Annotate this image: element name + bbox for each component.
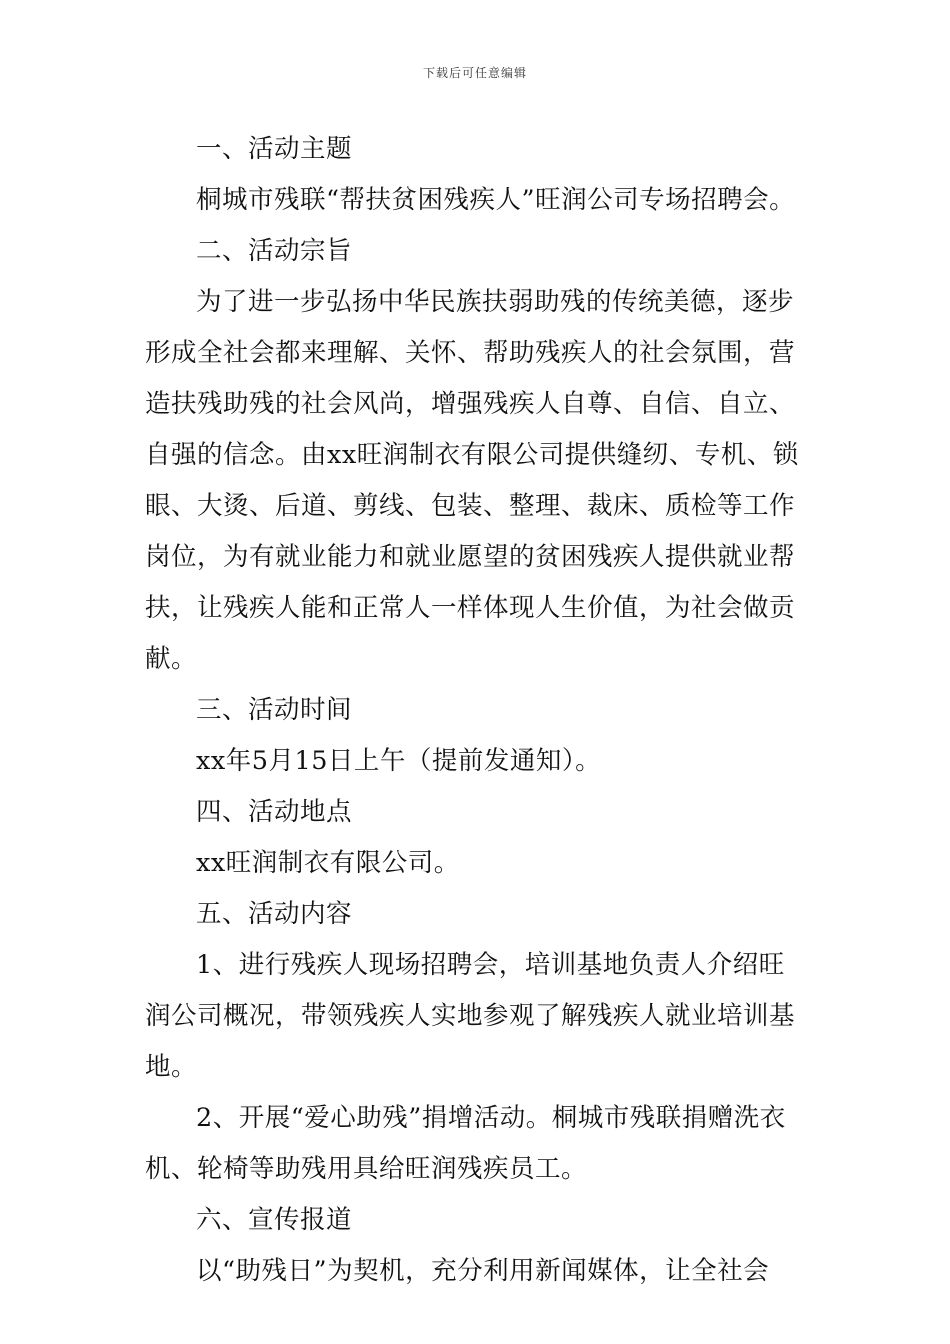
section-heading-content: 五、活动内容 xyxy=(196,899,353,929)
page-header-note: 下载后可任意编辑 xyxy=(422,66,527,80)
paragraph-theme: 桐城市残联“帮扶贫困残疾人”旺润公司专场招聘会。 xyxy=(196,185,796,215)
document-body xyxy=(145,124,810,1297)
paragraph-content-item-1: 1、进行残疾人现场招聘会，培训基地负责人介绍旺润公司概况，带领残疾人实地参观了解残疾人就业培训基地。 xyxy=(145,950,796,1082)
section-heading-time: 三、活动时间 xyxy=(196,695,353,725)
section-heading-publicity: 六、宣传报道 xyxy=(196,1205,353,1235)
paragraph-content-item-2: 2、开展“爱心助残”捐增活动。桐城市残联捐赠洗衣机、轮椅等助残用具给旺润残疾员工。 xyxy=(145,1103,786,1184)
section-heading-theme: 一、活动主题 xyxy=(196,134,353,164)
paragraph-time: xx年5月15日上午（提前发通知）。 xyxy=(196,746,602,776)
paragraph-location: xx旺润制衣有限公司。 xyxy=(196,848,460,878)
section-heading-location: 四、活动地点 xyxy=(196,797,353,827)
paragraph-publicity: 以“助残日”为契机，充分利用新闻媒体，让全社会 xyxy=(196,1256,770,1286)
section-heading-purpose: 二、活动宗旨 xyxy=(196,236,353,266)
paragraph-purpose: 为了进一步弘扬中华民族扶弱助残的传统美德，逐步形成全社会都来理解、关怀、帮助残疾人的社会氛围，营造扶残助残的社会风尚，增强残疾人自尊、自信、自立、自强的信念。由xx旺润制衣有限公司提供缝纫、专机、锁眼、大烫、后道、剪线、包装、整理、裁床、质检等工作岗位，为有就业能力和就业愿望的贫困残疾人提供就业帮扶，让残疾人能和正常人一样体现人生价值，为社会做贡献。 xyxy=(145,287,799,674)
